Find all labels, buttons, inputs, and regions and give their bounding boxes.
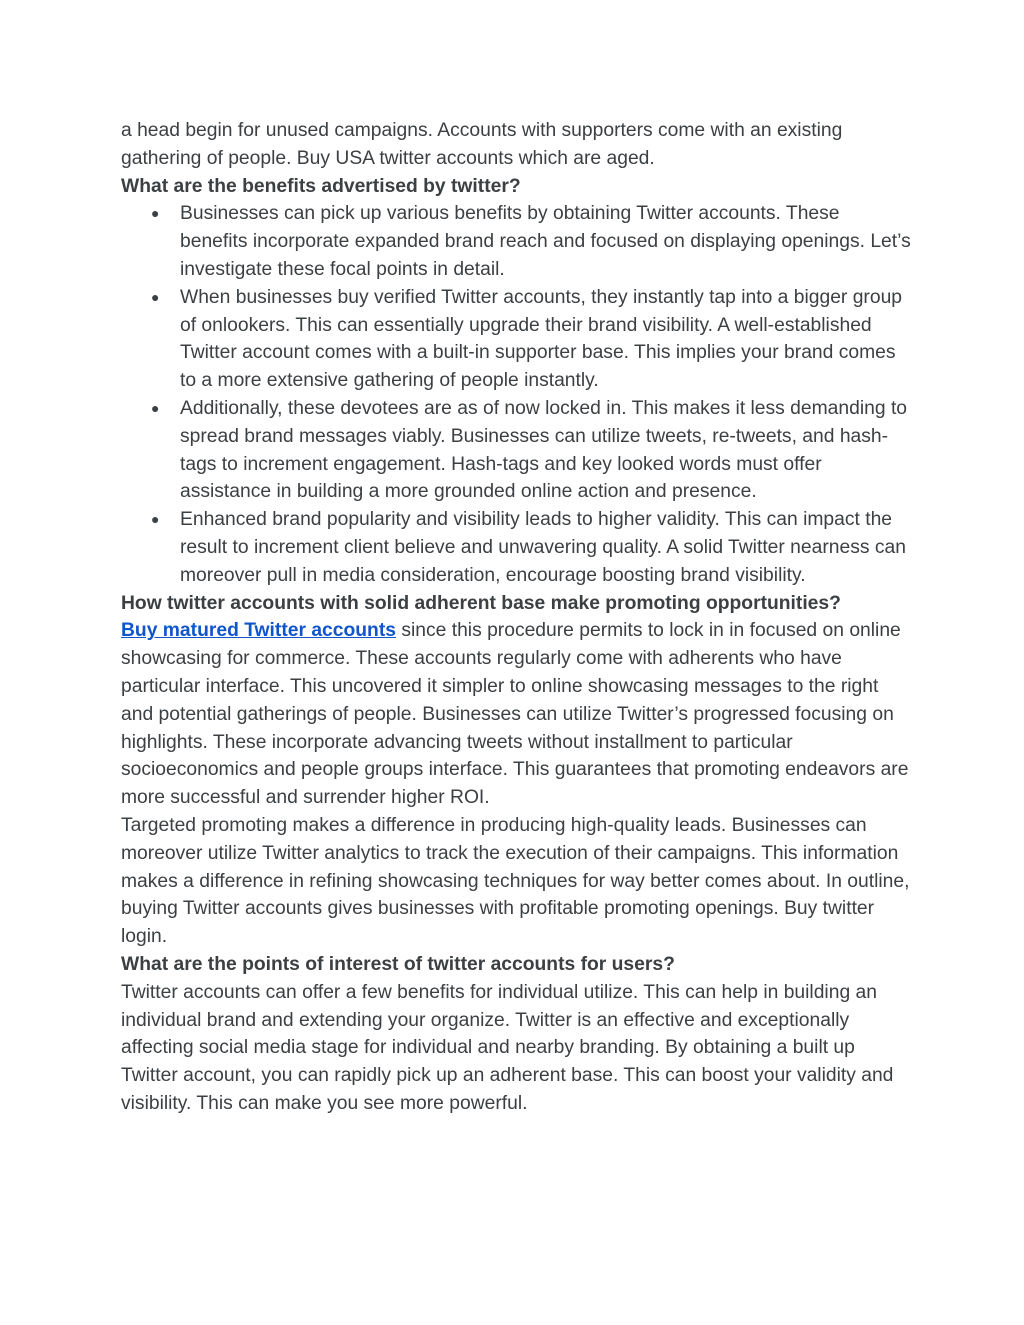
bullet-text: When businesses buy verified Twitter accounts, they instantly tap into a bigger group of onlookers. This can essentially upgrade their brand visibility. A well-established Twitter account comes with a built-in supporter base. This implies your brand comes to a more extensive gathering of people instantly. xyxy=(180,286,903,392)
bullet-item xyxy=(121,200,911,283)
bullet-icon: ● xyxy=(151,399,160,416)
document-page xyxy=(121,117,911,1118)
users-paragraph: Twitter accounts can offer a few benefits for individual utilize. This can help in building an individual brand and extending your organize. Twitter is an effective and exceptionally affecting social media stage for individual and nearby branding. By obtaining a built up Twitter account, you can rapidly pick up an adherent base. This can boost your validity and visibility. This can make you see more powerful. xyxy=(121,981,894,1114)
promoting-paragraph-text: since this procedure permits to lock in in focused on online showcasing for commerce. These accounts regularly come with adherents who have particular interface. This uncovered it simpler to online showcasing messages to the right and potential gatherings of people. Businesses can utilize Twitter’s progressed focusing on highlights. These incorporate advancing tweets without installment to particular socioeconomics and people groups interface. This guarantees that promoting endeavors are more successful and surrender higher ROI. xyxy=(121,620,909,809)
bullet-text: Additionally, these devotees are as of now locked in. This makes it less demanding to spread brand messages viably. Businesses can utilize tweets, re-tweets, and hash-tags to increment engagement. Hash-tags and key looked words must offer assistance in building a more grounded online action and presence. xyxy=(180,397,908,503)
section-heading-promoting: How twitter accounts with solid adherent base make promoting opportunities? xyxy=(121,592,841,614)
benefits-bullet-list xyxy=(121,200,911,589)
section-heading-benefits: What are the benefits advertised by twitter? xyxy=(121,175,521,197)
targeted-promoting-paragraph: Targeted promoting makes a difference in producing high-quality leads. Businesses can moreover utilize Twitter analytics to track the execution of their campaigns. This information makes a difference in refining showcasing techniques for way better comes about. In outline, buying Twitter accounts gives businesses with profitable promoting openings. Buy twitter login. xyxy=(121,814,910,948)
bullet-item xyxy=(121,284,911,395)
buy-matured-accounts-link[interactable]: Buy matured Twitter accounts xyxy=(121,620,396,642)
bullet-icon: ● xyxy=(151,511,160,528)
section-heading-users: What are the points of interest of twitter accounts for users? xyxy=(121,953,675,975)
intro-paragraph: a head begin for unused campaigns. Accounts with supporters come with an existing gathering of people. Buy USA twitter accounts which are aged. xyxy=(121,120,843,169)
bullet-icon: ● xyxy=(151,205,160,222)
bullet-text: Businesses can pick up various benefits by obtaining Twitter accounts. These benefits incorporate expanded brand reach and focused on displaying openings. Let’s investigate these focal points in detail. xyxy=(180,203,911,280)
bullet-item xyxy=(121,395,911,506)
promoting-paragraph xyxy=(121,617,911,812)
bullet-text: Enhanced brand popularity and visibility leads to higher validity. This can impact the result to increment client believe and unwavering quality. A solid Twitter nearness can moreover pull in media consideration, encourage boosting brand visibility. xyxy=(180,509,906,586)
bullet-icon: ● xyxy=(151,288,160,305)
bullet-item xyxy=(121,506,911,589)
